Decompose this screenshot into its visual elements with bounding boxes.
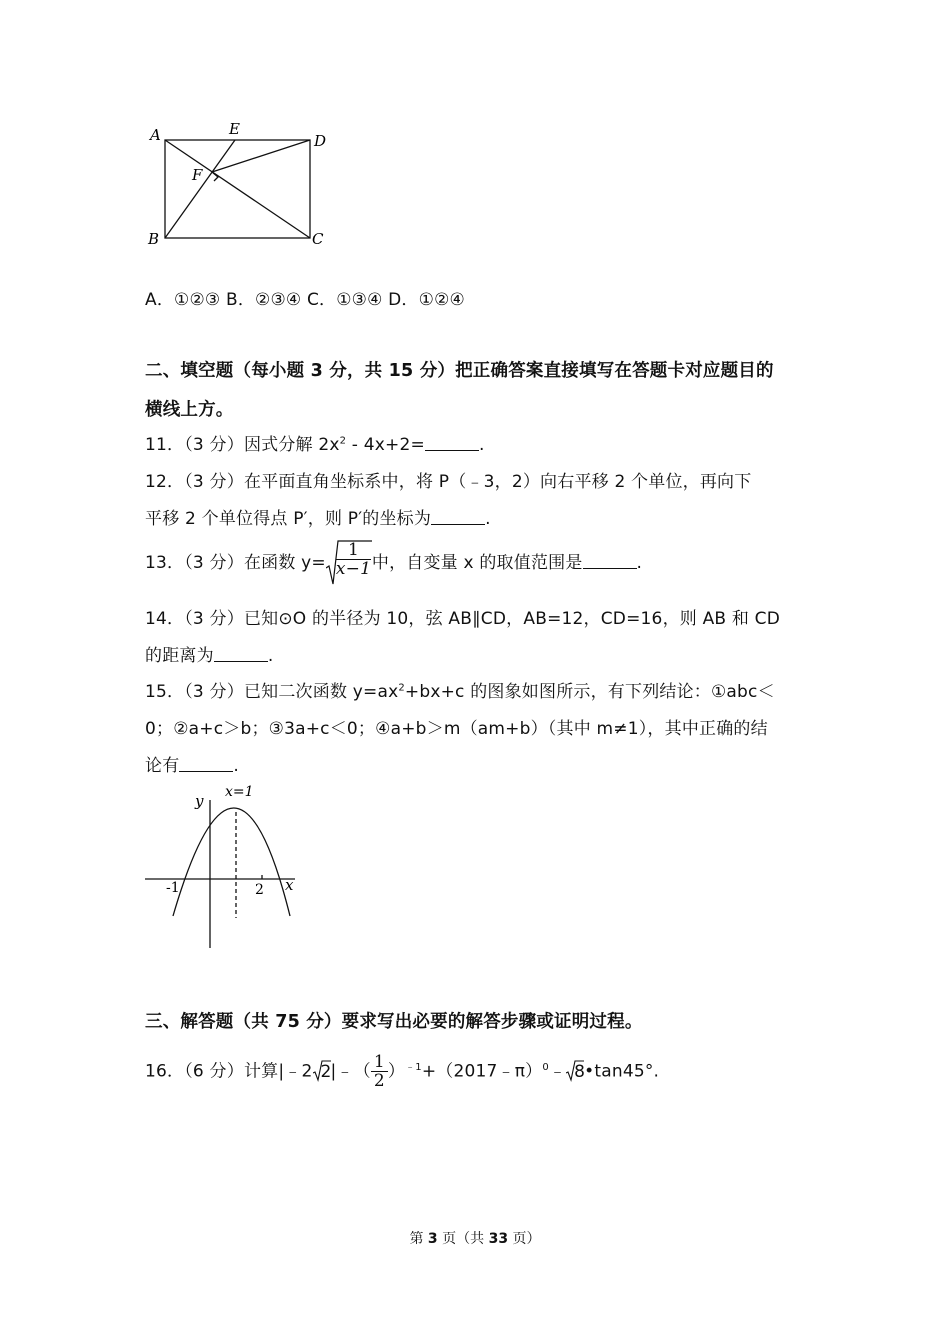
label-d: D <box>314 132 327 150</box>
parabola-curve <box>173 808 290 916</box>
answer-blank[interactable] <box>431 509 485 525</box>
page-number: 3 <box>427 1231 438 1247</box>
label-minus-1: -1 <box>166 880 180 896</box>
label-b: B <box>148 230 160 248</box>
label-x-equals-1: x=1 <box>225 784 254 800</box>
question-12-line1: 12．（3 分）在平面直角坐标系中，将 P（﹣3，2）向右平移 2 个单位，再向下 <box>145 472 752 492</box>
diagonal-ac <box>165 140 310 238</box>
label-2: 2 <box>255 882 264 898</box>
page-footer: 第 3 页（共 33 页） <box>409 1231 541 1247</box>
answer-blank[interactable] <box>583 553 637 569</box>
sqrt-expression: $\frac{1}{x-1}$ <box>326 540 372 586</box>
question-15-line3: 论有 . <box>145 756 240 776</box>
answer-blank[interactable] <box>425 435 479 451</box>
label-x: x <box>285 876 294 894</box>
sqrt-2: 2 <box>313 1050 331 1094</box>
question-15-line2: 0；②a+c＞b；③3a+c＜0；④a+b＞m（am+b）（其中 m≠1），其中正确的结 <box>145 719 768 739</box>
rectangle-figure <box>140 118 340 250</box>
question-11: 11．（3 分）因式分解 $2x^2 - 4x+2=$ . <box>145 435 485 455</box>
section2-heading-line1: 二、填空题（每小题 3 分，共 15 分）把正确答案直接填写在答题卡对应题目的 <box>145 361 774 381</box>
page-total: 33 <box>488 1231 509 1247</box>
sqrt-8: 8 <box>566 1050 584 1094</box>
segment-be <box>165 140 235 238</box>
label-f: F <box>192 166 203 184</box>
label-c: C <box>312 230 324 248</box>
question-12-line2: 平移 2 个单位得点 P′，则 P′的坐标为 . <box>145 509 491 529</box>
question-16: 16．（6 分）计算|﹣2 2 |﹣（ $\frac{1}{2}$ ）$^{﹣1}$+（2017﹣π）$^0$﹣ 8 •tan45°. <box>145 1046 659 1090</box>
label-y: y <box>195 792 204 810</box>
fraction-one-half: $\frac{1}{2}$ <box>371 1053 388 1090</box>
parabola-figure <box>140 780 305 952</box>
answer-blank[interactable] <box>214 646 268 662</box>
section2-heading-line2: 横线上方。 <box>145 400 234 420</box>
label-a: A <box>150 126 161 144</box>
label-e: E <box>229 120 240 138</box>
question-13: 13．（3 分）在函数 y= $\frac{1}{x-1}$ 中，自变量 x 的取值范围是 . <box>145 540 642 586</box>
question-14-line2: 的距离为 . <box>145 646 274 666</box>
question-14-line1: 14．（3 分）已知⊙O 的半径为 10，弦 AB∥CD，AB=12，CD=16，则 AB 和 CD <box>145 609 781 629</box>
question-15-line1: 15．（3 分）已知二次函数 $y=ax^2+bx+c$ 的图象如图所示，有下列结论：①abc＜ <box>145 682 775 702</box>
answer-blank[interactable] <box>179 756 233 772</box>
segment-df <box>212 140 310 172</box>
answer-options: A．①②③ B．②③④ C．①③④ D．①②④ <box>145 290 465 310</box>
section3-heading: 三、解答题（共 75 分）要求写出必要的解答步骤或证明过程。 <box>145 1012 643 1032</box>
